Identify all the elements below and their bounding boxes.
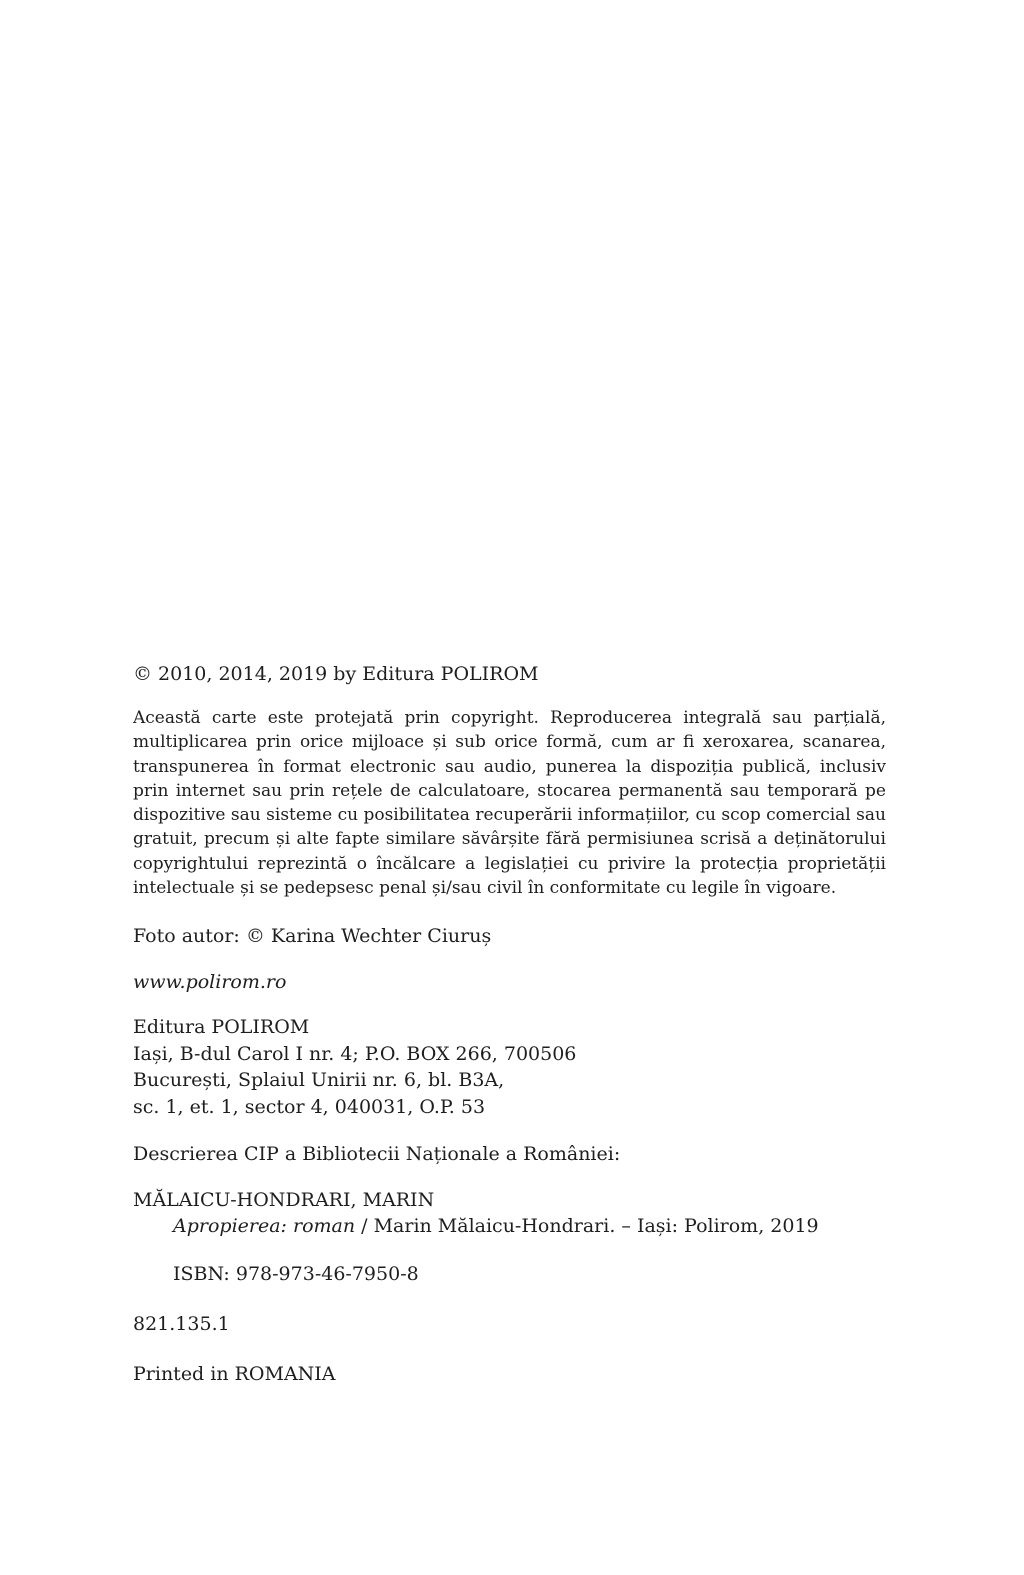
copyright-page <box>133 662 886 1386</box>
copyright-line: © 2010, 2014, 2019 by Editura POLIROM <box>133 663 539 685</box>
cip-isbn: ISBN: 978-973-46-7950-8 <box>173 1263 419 1286</box>
printed-in: Printed in ROMANIA <box>133 1363 336 1386</box>
cip-author: MĂLAICU-HONDRARI, MARIN <box>133 1189 435 1212</box>
cip-title: Apropierea: roman <box>173 1215 356 1238</box>
publisher-address-bucuresti-2: sc. 1, et. 1, sector 4, 040031, O.P. 53 <box>133 1095 486 1118</box>
publisher-address-iasi: Iași, B-dul Carol I nr. 4; P.O. BOX 266, 700506 <box>133 1042 577 1065</box>
cip-classification: 821.135.1 <box>133 1313 230 1336</box>
cip-heading: Descrierea CIP a Bibliotecii Naționale a României: <box>133 1143 621 1166</box>
legal-notice: Această carte este protejată prin copyright. Reproducerea integrală sau parțială, multiplicarea prin orice mijloace și sub orice formă, cum ar fi xeroxarea, scanarea, transpunerea în format electronic sau audio, punerea la dispoziția publică, inclusiv prin internet sau prin rețele de calculatoare, stocarea permanentă sau temporară pe dispozitive sau sisteme cu posibilitatea recuperării informațiilor, cu scop comercial sau gratuit, precum și alte fapte similare săvârșite fără permisiunea scrisă a deținătorului copyrightului reprezintă o încălcare a legislației cu privire la protecția proprietății intelectuale și se pedepsesc penal și/sau civil în conformitate cu legile în vigoare. <box>133 708 886 899</box>
cip-title-line <box>133 1214 886 1238</box>
publisher-address-bucuresti-1: București, Splaiul Unirii nr. 6, bl. B3A, <box>133 1069 505 1092</box>
publisher-block <box>133 1014 886 1120</box>
website-link[interactable]: www.polirom.ro <box>133 971 287 994</box>
publisher-name: Editura POLIROM <box>133 1016 310 1039</box>
cip-responsibility: / Marin Mălaicu-Hondrari. – Iași: Polirom, 2019 <box>355 1215 819 1238</box>
photo-credit: Foto autor: © Karina Wechter Ciuruș <box>133 925 492 948</box>
